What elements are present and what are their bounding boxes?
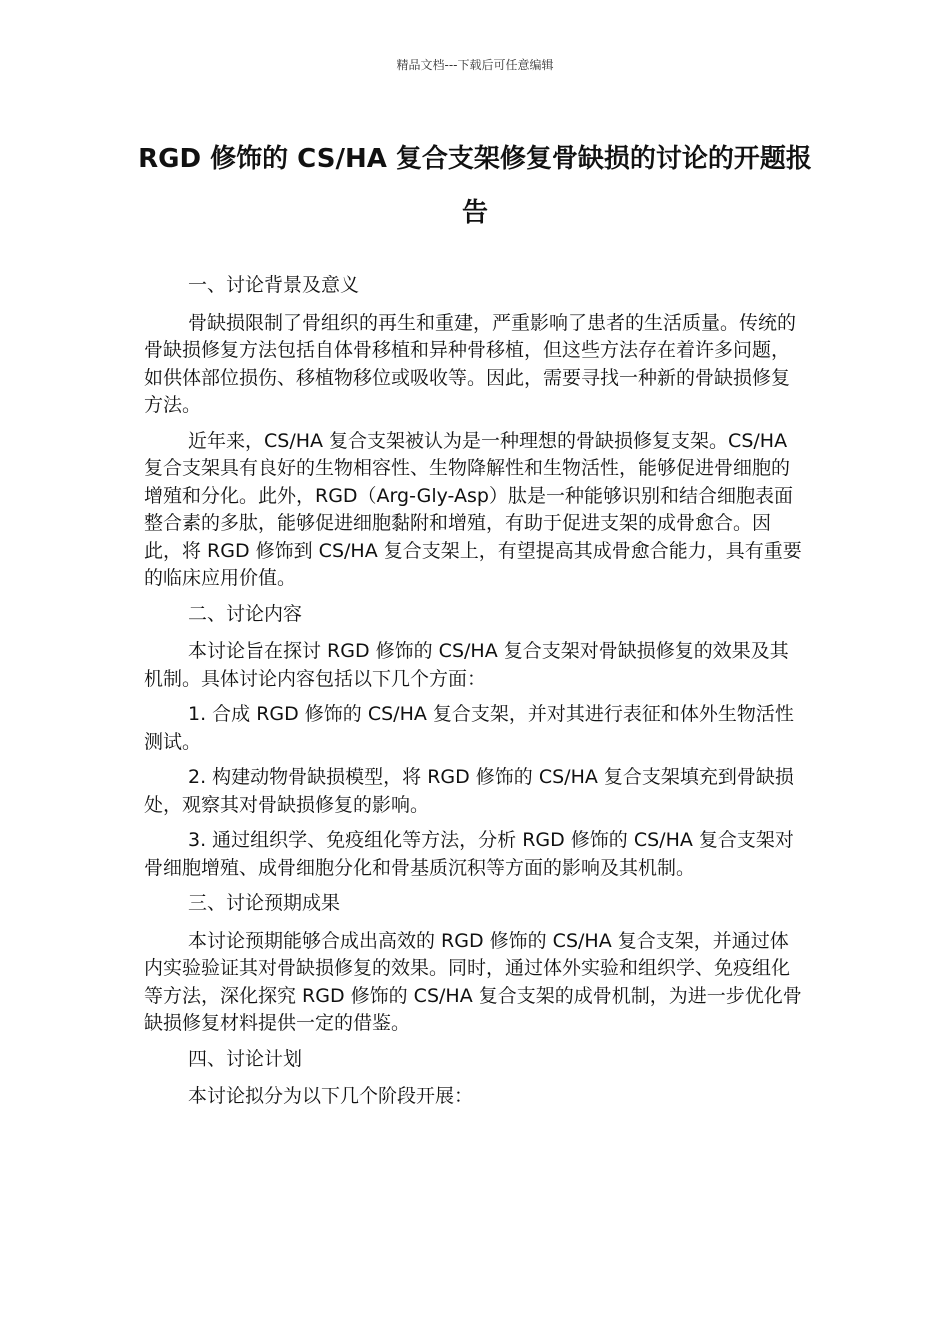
paragraph-background-1: 骨缺损限制了骨组织的再生和重建，严重影响了患者的生活质量。传统的骨缺损修复方法包括自体骨移植和异种骨移植，但这些方法存在着许多问题，如供体部位损伤、移植物移位或吸收等。因此，需要寻找一种新的骨缺损修复方法。 — [144, 311, 797, 416]
paragraph-plan: 本讨论拟分为以下几个阶段开展： — [188, 1085, 474, 1107]
list-item-content-3: 3. 通过组织学、免疫组化等方法，分析 RGD 修饰的 CS/HA 复合支架对骨细胞增殖、成骨细胞分化和骨基质沉积等方面的影响及其机制。 — [144, 829, 794, 879]
paragraph-content-intro: 本讨论旨在探讨 RGD 修饰的 CS/HA 复合支架对骨缺损修复的效果及其机制。具体讨论内容包括以下几个方面： — [144, 640, 789, 690]
paragraph-expected-results: 本讨论预期能够合成出高效的 RGD 修饰的 CS/HA 复合支架，并通过体内实验验证其对骨缺损修复的效果。同时，通过体外实验和组织学、免疫组化等方法，深化探究 RGD 修饰的 CS/HA 复合支架的成骨机制，为进一步优化骨缺损修复材料提供一定的借鉴。 — [144, 929, 802, 1034]
section-heading-background: 一、讨论背景及意义 — [188, 274, 360, 296]
section-heading-expected-results: 三、讨论预期成果 — [188, 892, 341, 914]
section-heading-plan: 四、讨论计划 — [188, 1047, 303, 1070]
list-item-content-1: 1. 合成 RGD 修饰的 CS/HA 复合支架，并对其进行表征和体外生物活性测试。 — [144, 703, 794, 753]
header-note: 精品文档---下载后可任意编辑 — [396, 58, 554, 72]
document-body — [144, 272, 804, 1119]
list-item-content-2: 2. 构建动物骨缺损模型，将 RGD 修饰的 CS/HA 复合支架填充到骨缺损处，观察其对骨缺损修复的影响。 — [144, 766, 794, 816]
paragraph-background-2: 近年来，CS/HA 复合支架被认为是一种理想的骨缺损修复支架。CS/HA 复合支架具有良好的生物相容性、生物降解性和生物活性，能够促进骨细胞的增殖和分化。此外，RGD（Arg-Gly-Asp）肽是一种能够识别和结合细胞表面整合素的多肽，能够促进细胞黏附和增殖，有助于促进支架的成骨愈合。因此，将 RGD 修饰到 CS/HA 复合支架上，有望提高其成骨愈合能力，具有重要的临床应用价值。 — [144, 429, 802, 589]
section-heading-content: 二、讨论内容 — [188, 602, 303, 625]
document-title: RGD 修饰的 CS/HA 复合支架修复骨缺损的讨论的开题报告 — [138, 144, 812, 228]
